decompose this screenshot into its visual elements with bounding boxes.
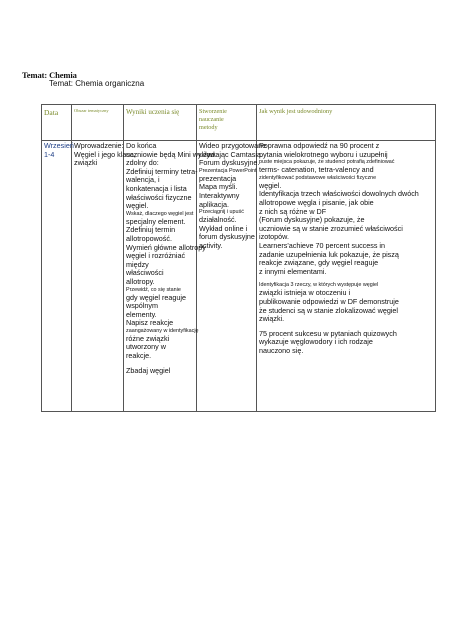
cell-text-line: Do końca bbox=[126, 141, 157, 150]
cell-text-line: elementy. bbox=[126, 309, 157, 319]
column-header-data: Data bbox=[42, 105, 72, 141]
cell-text-line: wykazuje węglowodory i ich rodzaje bbox=[259, 337, 373, 347]
cell-text-line: allotropowość. bbox=[126, 233, 172, 243]
cell-text-line: Learners'achieve 70 percent success in bbox=[259, 240, 386, 250]
cell-text-line: zdolny do: bbox=[126, 158, 159, 168]
cell-text-line: zidentyfikować podstawowe właściwości fizyczne bbox=[259, 174, 377, 181]
cell-text-line: Mapa myśli. bbox=[199, 182, 238, 192]
column-header-strategie: Stworzenie nauczanie metody bbox=[197, 105, 257, 141]
cell-text-line: związki. bbox=[259, 314, 285, 324]
cell-text-line: zadanie uzupełnienia luk pokazuje, że piszą bbox=[259, 249, 399, 259]
page-subtitle: Temat: Chemia organiczna bbox=[49, 79, 145, 88]
cell-text-line: izotopów. bbox=[259, 232, 289, 242]
cell-text-line: Wideo przygotowane bbox=[199, 141, 267, 150]
table-header-row bbox=[42, 105, 436, 141]
cell-text-line: Identyfikacja 3 rzeczy, w których występuje węgiel bbox=[259, 282, 379, 289]
cell-text-line: utworzony w bbox=[126, 342, 166, 352]
cell-text-line: że studenci są w stanie zlokalizować węgiel bbox=[259, 305, 399, 315]
cell-text-line: węgiel. bbox=[259, 180, 282, 190]
column-header-jak: Jak wynik jest udowodniony bbox=[257, 105, 436, 141]
cell-text-line: nauczono się. bbox=[259, 345, 304, 355]
column-header-wyniki: Wyniki uczenia się bbox=[124, 105, 197, 141]
cell-text-line: Przeciągnij i upuść bbox=[199, 209, 244, 216]
cell-text-line: activity. bbox=[199, 240, 223, 250]
lesson-plan-table bbox=[41, 104, 436, 412]
cell-text-line: konkatenacja i lista bbox=[126, 183, 187, 193]
cell-text-line: Forum dyskusyjne. bbox=[199, 158, 260, 168]
cell-text-line: walencja, i bbox=[126, 175, 160, 185]
date-cell: Wrzesień 1-4 bbox=[42, 141, 72, 412]
cell-text-line: Wykład online i bbox=[199, 223, 248, 233]
cell-text-line: właściwości bbox=[126, 268, 164, 278]
cell-text-line: specjalny element. bbox=[126, 216, 186, 226]
cell-text-line: z nich są różne w DF bbox=[259, 206, 327, 216]
cell-text-line: Zbadaj węgiel bbox=[126, 365, 171, 375]
cell-text-line: allotropowe węgla i pisanie, jak obie bbox=[259, 197, 374, 207]
cell-text-line: Przewidź, co się stanie bbox=[126, 286, 181, 293]
cell-text-line: 75 procent sukcesu w pytaniach quizowych bbox=[259, 328, 397, 338]
cell-text-line: Interaktywny bbox=[199, 190, 240, 200]
cell-text-line: działalność. bbox=[199, 215, 237, 225]
cell-text-line: Napisz reakcje bbox=[126, 318, 174, 328]
cell-text-line: Wymień główne allotropy bbox=[126, 242, 206, 252]
cell-text-line: prezentacja bbox=[199, 173, 237, 183]
cell-text-line: zaangażowany w identyfikację bbox=[126, 327, 199, 334]
cell-text-line: Identyfikacja trzech właściwości dowolnych dwóch bbox=[259, 189, 419, 199]
evidence-cell bbox=[257, 141, 436, 412]
cell-text-line: Wskaż, dlaczego węgiel jest bbox=[126, 210, 194, 217]
cell-text-line: węgiel i rozróżniać bbox=[126, 251, 186, 261]
cell-text-line: z innymi elementami. bbox=[259, 266, 327, 276]
cell-text-line: związki istnieja w otoczeniu i bbox=[259, 288, 351, 298]
cell-text-line: między bbox=[126, 259, 149, 269]
cell-text-line: publikowanie odpowiedzi w DF demonstruje bbox=[259, 296, 399, 306]
cell-text-line: reakcje związane, gdy węgiel reaguje bbox=[259, 258, 379, 268]
cell-text-line: puste miejsca pokazuje, że studenci potrafią zdefiniować bbox=[259, 159, 395, 166]
cell-text-line: różne związki bbox=[126, 333, 170, 343]
column-header-obszar: Obszar tematyczny bbox=[72, 105, 124, 141]
cell-text-line: uczniowie są w stanie zrozumieć właściwości bbox=[259, 223, 403, 233]
cell-text-line: terms- catenation, tetra-valency and bbox=[259, 165, 374, 175]
cell-text-line: Zdefiniuj termin bbox=[126, 225, 176, 235]
cell-text-line: (Forum dyskusyjne) pokazuje, że bbox=[259, 215, 365, 225]
cell-text-line: używając Camtasia. bbox=[199, 149, 263, 159]
cell-text-line: allotropy. bbox=[126, 276, 155, 286]
cell-text-line: wspólnym bbox=[126, 301, 158, 311]
cell-text-line: gdy węgiel reaguje bbox=[126, 292, 186, 302]
topic-cell: Wprowadzenie: Węgiel i jego klasa, związki bbox=[72, 141, 124, 412]
cell-text-line: Poprawna odpowiedź na 90 procent z bbox=[259, 141, 380, 150]
cell-text-line: aplikacja. bbox=[199, 199, 229, 209]
cell-text-line: Zdefiniuj terminy tetra- bbox=[126, 166, 198, 176]
table-row bbox=[42, 141, 436, 412]
cell-text-line: forum dyskusyjne bbox=[199, 232, 255, 242]
cell-text-line: właściwości fizyczne bbox=[126, 192, 192, 202]
page-title: Temat: Chemia bbox=[22, 70, 77, 80]
strategies-cell bbox=[197, 141, 267, 412]
cell-text-line: Prezentacja PowerPoint bbox=[199, 167, 257, 174]
cell-text-line: uczniowie będą Mini wykład. bbox=[126, 149, 217, 159]
cell-text-line: reakcje. bbox=[126, 351, 152, 361]
cell-text-line: pytania wielokrotnego wyboru i uzupełnij bbox=[259, 149, 388, 159]
cell-text-line: węgiel. bbox=[126, 201, 149, 211]
